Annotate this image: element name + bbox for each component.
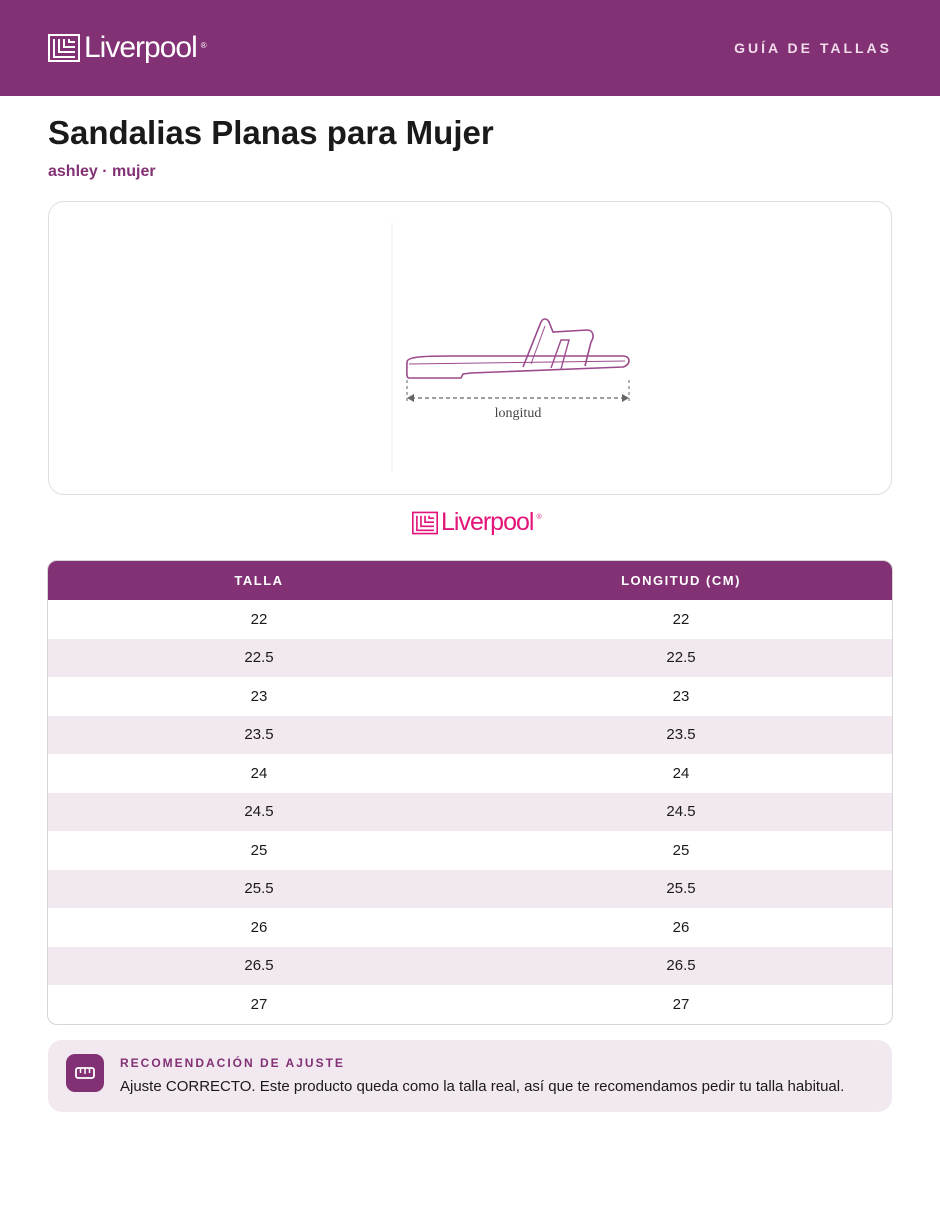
product-subtitle: ashley · mujer [48,163,156,180]
ruler-icon [66,1054,104,1092]
liverpool-logo[interactable] [48,33,207,63]
cell-talla: 24.5 [48,793,470,832]
cell-longitud: 23 [672,687,690,705]
table-row [48,600,892,639]
table-row [48,831,892,870]
table-header-row [48,561,892,600]
cell-talla: 25 [250,841,268,859]
table-row [48,793,892,832]
cell-talla: 26.5 [48,947,470,986]
size-guide-label: GUÍA DE TALLAS [734,40,892,56]
cell-talla: 23.5 [48,716,470,755]
cell-longitud: 27 [672,995,690,1013]
brand-logo [412,510,542,535]
cell-talla: 22.5 [48,639,470,678]
cell-talla: 27 [250,995,268,1013]
cell-longitud: 25.5 [470,870,892,909]
cell-talla: 24 [250,764,268,782]
size-table [47,560,893,1025]
brand-logo-icon [412,511,438,535]
table-row [48,985,892,1024]
cell-talla: 25.5 [48,870,470,909]
sandal-diagram-card [48,201,892,495]
fit-recommendation [48,1040,892,1112]
table-row [48,947,892,986]
table-row [48,870,892,909]
header-longitud: LONGITUD (CM) [470,561,892,600]
table-row [48,716,892,755]
cell-talla: 26 [250,918,268,936]
cell-longitud: 25 [672,841,690,859]
table-row [48,754,892,793]
cell-talla: 23 [250,687,268,705]
brand-logo-text: Liverpool [441,508,534,536]
sandal-illustration [391,222,647,476]
cell-longitud: 22 [672,610,690,628]
cell-talla: 22 [250,610,268,628]
logo-trademark: ® [200,41,207,50]
header [0,0,940,96]
table-row [48,639,892,678]
cell-longitud: 22.5 [470,639,892,678]
measure-label: longitud [494,406,542,421]
table-row [48,677,892,716]
table-row [48,908,892,947]
recommendation-text: Ajuste CORRECTO. Este producto queda como la talla real, así que te recomendamos pedir tu talla habitual. [120,1078,845,1095]
cell-longitud: 23.5 [470,716,892,755]
header-talla: TALLA [48,561,470,600]
liverpool-logo-icon [48,34,80,62]
logo-text: Liverpool [84,31,197,64]
brand-logo-trademark: ® [536,514,542,521]
cell-longitud: 26.5 [470,947,892,986]
cell-longitud: 24 [672,764,690,782]
page-title: Sandalias Planas para Mujer [48,114,494,151]
recommendation-title: RECOMENDACIÓN DE AJUSTE [120,1056,345,1070]
cell-longitud: 24.5 [470,793,892,832]
cell-longitud: 26 [672,918,690,936]
